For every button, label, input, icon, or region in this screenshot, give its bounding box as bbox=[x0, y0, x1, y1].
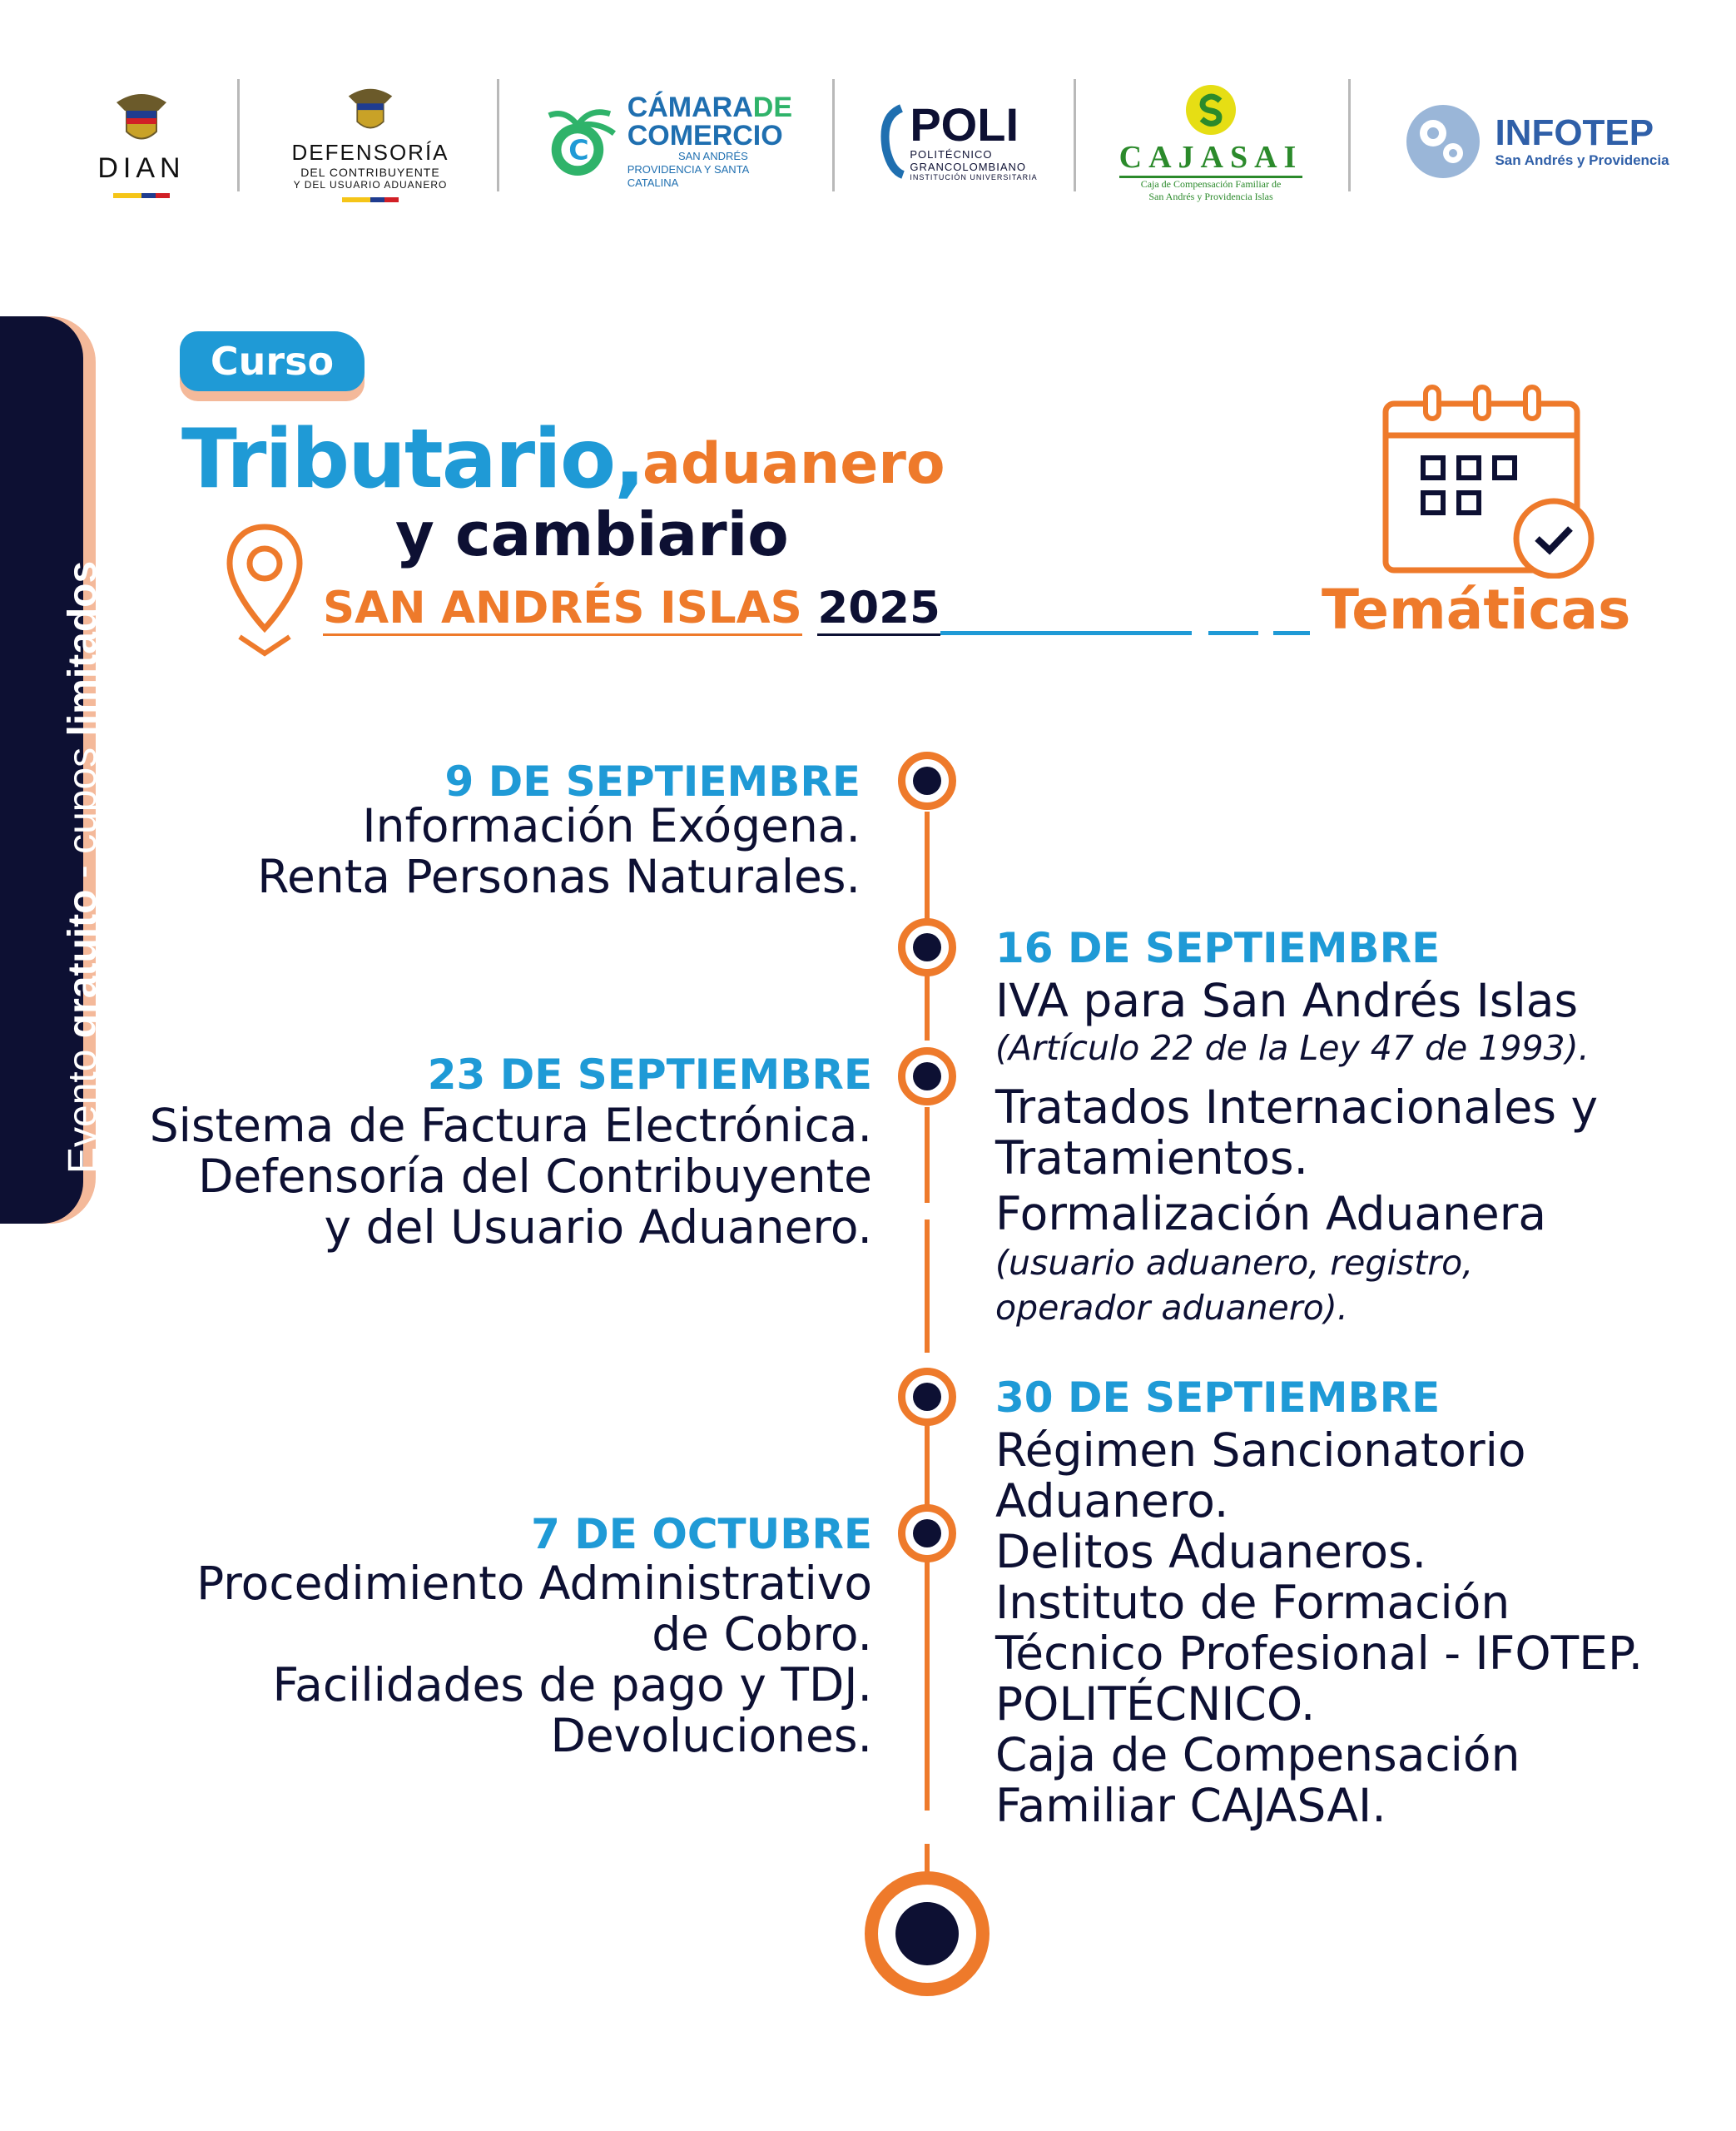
topic-line: IVA para San Andrés Islas bbox=[995, 974, 1579, 1027]
location-name: SAN ANDRÉS ISLAS bbox=[323, 583, 802, 636]
camara-de: DE bbox=[752, 92, 793, 123]
coat-of-arms-icon bbox=[108, 86, 175, 152]
calendar-check-icon bbox=[1377, 379, 1610, 579]
defensoria-line1: DEFENSORÍA bbox=[291, 139, 449, 165]
topic-line: Técnico Profesional - IFOTEP. bbox=[995, 1627, 1644, 1680]
camara-comercio-word: COMERCIO bbox=[627, 120, 783, 152]
camara-comercio-logo bbox=[541, 67, 799, 216]
timeline-node bbox=[898, 1047, 956, 1105]
topic-note: operador aduanero). bbox=[995, 1288, 1348, 1328]
year: 2025 bbox=[817, 583, 940, 636]
topic-line: de Cobro. bbox=[652, 1607, 872, 1661]
date-oct7: 7 DE OCTUBRE bbox=[531, 1510, 872, 1558]
camara-word: CÁMARA bbox=[627, 92, 753, 123]
topic-line: Aduanero. bbox=[995, 1474, 1229, 1527]
colombia-flag-stripe bbox=[113, 193, 170, 198]
cajasai-line2: San Andrés y Providencia Islas bbox=[1148, 190, 1273, 202]
timeline-line bbox=[925, 1419, 930, 1511]
side-banner-text bbox=[60, 561, 106, 1174]
logo-divider bbox=[1074, 79, 1076, 191]
side-banner-free: gratuito bbox=[61, 889, 105, 1039]
side-banner-limited: limitados bbox=[61, 560, 105, 737]
timeline-node bbox=[898, 752, 956, 810]
cajasai-emblem-icon bbox=[1182, 81, 1240, 139]
topic-line: Régimen Sancionatorio bbox=[995, 1423, 1526, 1477]
location-pin-icon bbox=[223, 520, 306, 662]
dash-line bbox=[1273, 631, 1310, 635]
dash-line bbox=[940, 631, 1192, 635]
topic-line: Formalización Aduanera bbox=[995, 1187, 1547, 1240]
title-main: Tributario, bbox=[181, 412, 644, 507]
topic-line: Devoluciones. bbox=[550, 1709, 872, 1762]
infotep-logo bbox=[1394, 67, 1677, 216]
poli-mark-icon bbox=[876, 100, 910, 183]
logo-divider bbox=[237, 79, 240, 191]
topic-line: Tratados Internacionales y bbox=[995, 1080, 1599, 1134]
colombia-flag-stripe bbox=[342, 197, 399, 202]
dian-logo bbox=[79, 67, 204, 216]
date-sep16: 16 DE SEPTIEMBRE bbox=[995, 924, 1441, 972]
logo-divider bbox=[1348, 79, 1351, 191]
topic-line: Caja de Compensación bbox=[995, 1728, 1520, 1781]
location-line bbox=[323, 583, 940, 633]
infotep-subtitle: San Andrés y Providencia bbox=[1495, 152, 1669, 168]
topic-line: Facilidades de pago y TDJ. bbox=[272, 1658, 872, 1711]
topic-note: (usuario aduanero, registro, bbox=[995, 1243, 1474, 1283]
topic-line: Información Exógena. bbox=[362, 799, 861, 852]
topic-line: Procedimiento Administrativo bbox=[196, 1557, 872, 1610]
timeline-node bbox=[898, 918, 956, 976]
timeline-line bbox=[925, 812, 930, 928]
defensoria-line2: DEL CONTRIBUYENTE bbox=[300, 165, 440, 179]
gears-icon bbox=[1401, 100, 1485, 183]
poli-line3: INSTITUCIÓN UNIVERSITARIA bbox=[910, 173, 1038, 181]
poli-line1: POLITÉCNICO bbox=[910, 148, 993, 161]
logo-divider bbox=[497, 79, 499, 191]
poli-logo bbox=[874, 67, 1040, 216]
side-banner-prefix: Evento bbox=[61, 1038, 105, 1174]
svg-text:C: C bbox=[568, 133, 589, 166]
timeline-node bbox=[898, 1504, 956, 1562]
cajasai-word: CAJASAI bbox=[1119, 139, 1303, 178]
infotep-word: INFOTEP bbox=[1495, 112, 1654, 153]
timeline-node bbox=[898, 1368, 956, 1426]
dash-line bbox=[1208, 631, 1258, 635]
side-banner-middle: - cupos bbox=[61, 736, 105, 890]
date-sep9: 9 DE SEPTIEMBRE bbox=[444, 758, 861, 806]
defensoria-line3: Y DEL USUARIO ADUANERO bbox=[293, 178, 448, 191]
camara-region: PROVIDENCIA Y SANTA CATALINA bbox=[627, 163, 749, 189]
timeline-line bbox=[925, 1219, 930, 1353]
topic-line: y del Usuario Aduanero. bbox=[324, 1200, 872, 1254]
poli-word: POLI bbox=[910, 98, 1019, 151]
topic-line: Delitos Aduaneros. bbox=[995, 1525, 1427, 1578]
cajasai-logo bbox=[1111, 67, 1311, 216]
date-sep23: 23 DE SEPTIEMBRE bbox=[427, 1051, 872, 1099]
date-sep30: 30 DE SEPTIEMBRE bbox=[995, 1373, 1441, 1422]
timeline-line bbox=[925, 1557, 930, 1811]
tematicas-heading: Temáticas bbox=[1322, 578, 1631, 642]
timeline-line bbox=[925, 970, 930, 1041]
topic-line: Instituto de Formación bbox=[995, 1576, 1510, 1629]
course-badge: Curso bbox=[180, 331, 365, 391]
dian-wordmark: DIAN bbox=[97, 152, 186, 184]
defensoria-logo bbox=[275, 67, 466, 216]
poli-line2: GRANCOLOMBIANO bbox=[910, 161, 1027, 173]
title-line2: y cambiario bbox=[395, 499, 789, 569]
timeline-line bbox=[925, 1107, 930, 1203]
logo-divider bbox=[832, 79, 835, 191]
timeline-end-node bbox=[865, 1871, 990, 1996]
topic-line: Defensoría del Contribuyente bbox=[198, 1150, 872, 1203]
camara-city: SAN ANDRÉS bbox=[677, 150, 748, 162]
cajasai-line1: Caja de Compensación Familiar de bbox=[1140, 177, 1282, 190]
title-accent: aduanero bbox=[642, 431, 945, 497]
topic-note: (Artículo 22 de la Ley 47 de 1993). bbox=[995, 1028, 1590, 1068]
topic-line: Familiar CAJASAI. bbox=[995, 1779, 1386, 1832]
topic-line: Tratamientos. bbox=[995, 1131, 1309, 1185]
coat-of-arms-icon bbox=[341, 82, 399, 140]
topic-line: POLITÉCNICO. bbox=[995, 1677, 1316, 1731]
topic-line: Renta Personas Naturales. bbox=[257, 850, 861, 903]
palm-tree-icon bbox=[541, 100, 622, 183]
topic-line: Sistema de Factura Electrónica. bbox=[149, 1099, 872, 1152]
